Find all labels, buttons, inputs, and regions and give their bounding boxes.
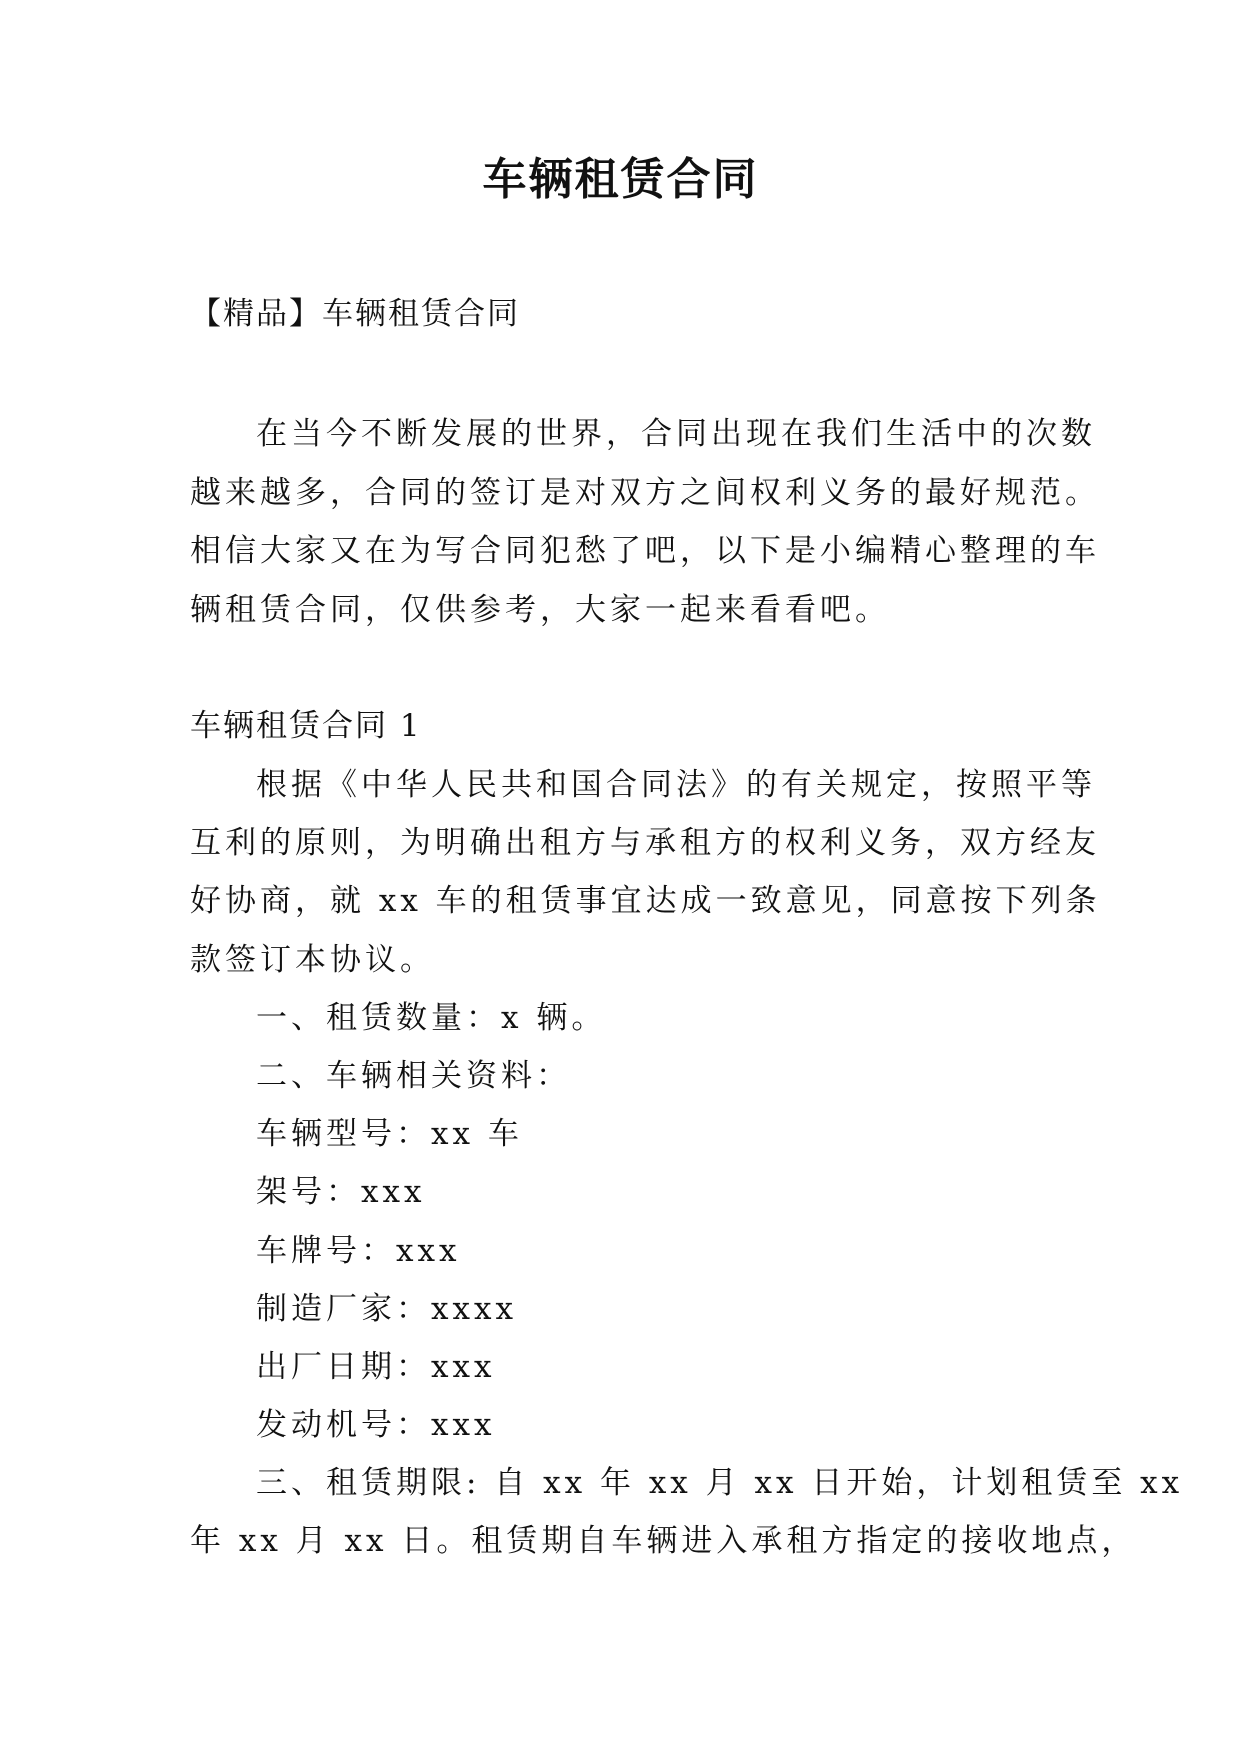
contract-line: 款签订本协议。: [190, 941, 435, 978]
contract-line: 好协商，就 xx 车的租赁事宜达成一致意见，同意按下列条: [190, 883, 1101, 920]
section-heading: 车辆租赁合同 1: [190, 708, 422, 744]
contract-line: 互利的原则，为明确出租方与承租方的权利义务，双方经友: [190, 825, 1100, 862]
intro-line: 辆租赁合同，仅供参考，大家一起来看看吧。: [190, 591, 890, 628]
contract-body: [190, 756, 1184, 1571]
intro-line: 相信大家又在为写合同犯愁了吧，以下是小编精心整理的车: [190, 533, 1100, 569]
clause-vehicle-info: 二、车辆相关资料：: [256, 1057, 571, 1094]
vehicle-plate-number: 车牌号：xxx: [256, 1232, 461, 1269]
clause-rental-period: 三、租赁期限: 自 xx 年 xx 月 xx 日开始，计划租赁至 xx: [256, 1465, 1184, 1502]
document-subtitle: 【精品】车辆租赁合同: [190, 296, 520, 332]
vehicle-engine-number: 发动机号：xxx: [256, 1407, 496, 1444]
clause-rental-quantity: 一、租赁数量：x 辆。: [256, 999, 607, 1036]
vehicle-manufacturer: 制造厂家：xxxx: [256, 1290, 517, 1327]
vehicle-frame-number: 架号：xxx: [256, 1174, 426, 1211]
intro-line: 在当今不断发展的世界，合同出现在我们生活中的次数: [256, 416, 1096, 452]
contract-line: 年 xx 月 xx 日。租赁期自车辆进入承租方指定的接收地点，: [190, 1523, 1137, 1560]
contract-line: 根据《中华人民共和国合同法》的有关规定，按照平等: [256, 767, 1096, 803]
vehicle-model: 车辆型号：xx 车: [256, 1116, 523, 1153]
document-title: 车辆租赁合同: [482, 154, 759, 205]
intro-line: 越来越多，合同的签订是对双方之间权利义务的最好规范。: [190, 474, 1100, 511]
vehicle-manufacture-date: 出厂日期：xxx: [256, 1348, 496, 1385]
intro-paragraph: [190, 405, 1100, 639]
